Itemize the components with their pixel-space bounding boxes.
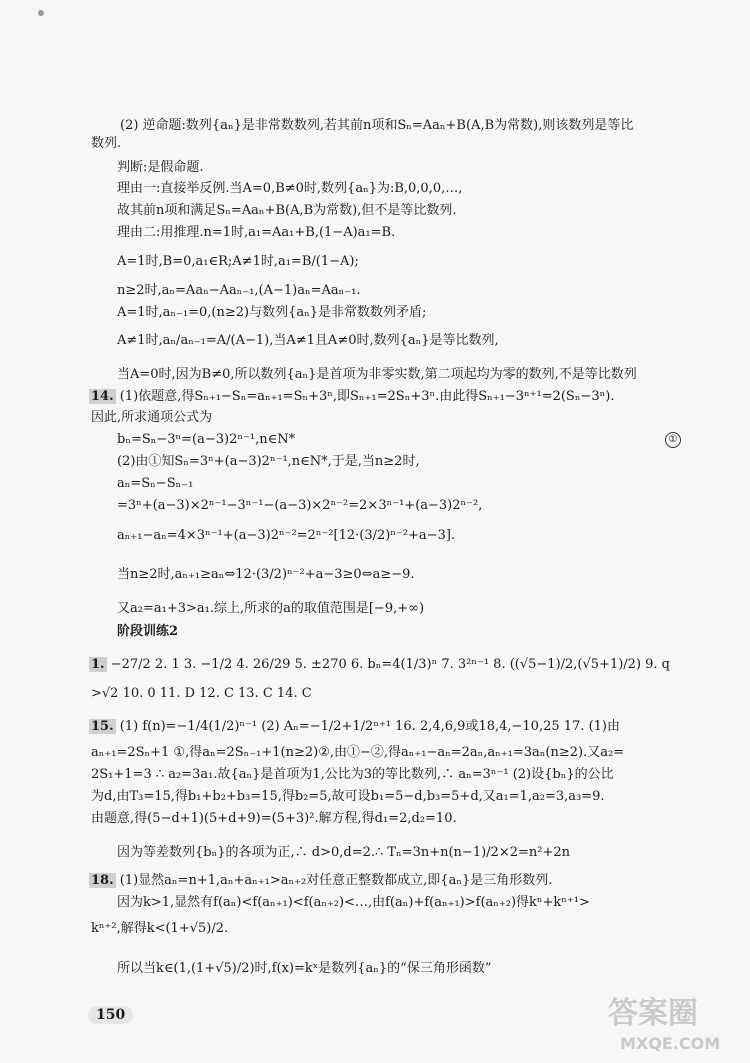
line-text: 因为等差数列{bₙ}的各项为正,∴ d>0,d=2.∴ Tₙ=3n+n(n−1)/2×2=n²+2n xyxy=(117,845,570,860)
text-line xyxy=(117,567,415,583)
text-line xyxy=(117,601,424,617)
text-line xyxy=(91,686,312,702)
text-line xyxy=(117,624,178,640)
line-text: bₙ=Sₙ−3ⁿ=(a−3)2ⁿ⁻¹,n∈N* xyxy=(117,432,296,447)
text-line xyxy=(91,811,457,827)
line-text: (1) f(n)=−1/4(1/2)ⁿ⁻¹ (2) Aₙ=−1/2+1/2ⁿ⁺¹ 16. 2,4,6,9或18,4,−10,25 17. (1)由 xyxy=(119,719,620,734)
line-text: =3ⁿ+(a−3)×2ⁿ⁻¹−3ⁿ⁻¹−(a−3)×2ⁿ⁻²=2×3ⁿ⁻¹+(a−3)2ⁿ⁻², xyxy=(117,498,483,513)
line-text: A=1时,B=0,a₁∈R;A≠1时,a₁=B/(1−A); xyxy=(117,254,359,269)
line-text: −27/2 2. 1 3. −1/2 4. 26/29 5. ±270 6. bₙ=4(1/3)ⁿ 7. 3²ⁿ⁻¹ 8. ((√5−1)/2,(√5+1)/2) 9. q xyxy=(110,657,671,672)
line-text: n≥2时,aₙ=Aaₙ−Aaₙ₋₁,(A−1)aₙ=Aaₙ₋₁. xyxy=(117,283,361,298)
corner-dot xyxy=(38,10,44,16)
text-line xyxy=(117,498,482,514)
text-line xyxy=(117,895,590,911)
line-text: aₙ=Sₙ−Sₙ₋₁ xyxy=(117,476,194,491)
text-line xyxy=(91,745,624,761)
text-line xyxy=(117,367,637,383)
line-text: 当n≥2时,aₙ₊₁≥aₙ⇔12·(3/2)ⁿ⁻²+a−3≥0⇔a≥−9. xyxy=(117,567,415,582)
line-text: 数列. xyxy=(91,136,122,151)
text-line xyxy=(117,225,395,241)
circled-marker: ① xyxy=(665,432,681,448)
line-text: 为d,由T₃=15,得b₁+b₂+b₃=15,得b₂=5,故可设b₁=5−d,b₃=5+d,又a₁=1,a₂=3,a₃=9. xyxy=(91,789,605,804)
line-text: 理由二:用推理.n=1时,a₁=Aa₁+B,(1−A)a₁=B. xyxy=(117,225,396,240)
line-text: aₙ₊₁=2Sₙ+1 ①,得aₙ=2Sₙ₋₁+1(n≥2)②,由①−②,得aₙ₊₁−aₙ=2aₙ,aₙ₊₁=3aₙ(n≥2).又a₂= xyxy=(91,745,625,760)
watermark-line1: 答案圈 xyxy=(608,996,698,1031)
line-text: 因为k>1,显然有f(aₙ)<f(aₙ₊₁)<f(aₙ₊₂)<…,由f(aₙ)+f(aₙ₊₁)>f(aₙ₊₂)得kⁿ+kⁿ⁺¹> xyxy=(117,895,590,910)
question-number: 1. xyxy=(91,657,105,672)
line-text: 当A=0时,因为B≠0,所以数列{aₙ}是首项为非零实数,第二项起均为零的数列,不是等比数列 xyxy=(117,367,637,382)
line-text: 故其前n项和满足Sₙ=Aaₙ+B(A,B为常数),但不是等比数列. xyxy=(117,203,457,218)
line-text: A=1时,aₙ₋₁=0,(n≥2)与数列{aₙ}是非常数数列矛盾; xyxy=(117,305,427,320)
text-line xyxy=(117,203,457,219)
text-line xyxy=(89,389,614,405)
watermark-line2: MXQE.COM xyxy=(620,1034,721,1053)
text-line xyxy=(117,333,499,349)
line-text: 所以当k∈(1,(1+√5)/2)时,f(x)=kˣ是数列{aₙ}的“保三角形函数” xyxy=(117,961,492,976)
text-line xyxy=(91,136,121,152)
text-line xyxy=(117,432,295,448)
watermark-logo xyxy=(590,985,740,1055)
text-line xyxy=(117,283,361,299)
text-line xyxy=(117,845,570,861)
question-number: 15. xyxy=(91,719,114,734)
line-text: kⁿ⁺²,解得k<(1+√5)/2. xyxy=(91,921,229,936)
line-text: 阶段训练2 xyxy=(117,624,179,639)
text-line xyxy=(91,767,614,783)
line-text: (1)依题意,得Sₙ₊₁−Sₙ=aₙ₊₁=Sₙ+3ⁿ,即Sₙ₊₁=2Sₙ+3ⁿ.由此得Sₙ₊₁−3ⁿ⁺¹=2(Sₙ−3ⁿ). xyxy=(119,389,615,404)
text-line xyxy=(91,789,605,805)
page-number: 150 xyxy=(88,1006,133,1024)
text-line xyxy=(117,305,426,321)
text-line xyxy=(117,476,193,492)
question-number: 18. xyxy=(91,873,114,888)
text-line xyxy=(117,181,462,197)
line-text: 因此,所求通项公式为 xyxy=(91,410,213,425)
line-text: (2)由①知Sₙ=3ⁿ+(a−3)2ⁿ⁻¹,n∈N*,于是,当n≥2时, xyxy=(117,454,420,469)
text-line xyxy=(117,961,491,977)
text-line xyxy=(91,410,212,426)
line-text: 又a₂=a₁+3>a₁.综上,所求的a的取值范围是[−9,+∞) xyxy=(117,601,425,616)
line-text: 理由一:直接举反例.当A=0,B≠0时,数列{aₙ}为:B,0,0,0,…, xyxy=(117,181,463,196)
line-text: (2) 逆命题:数列{aₙ}是非常数数列,若其前n项和Sₙ=Aaₙ+B(A,B为常数),则该数列是等比 xyxy=(120,118,634,133)
question-number: 14. xyxy=(91,389,114,404)
text-line xyxy=(89,657,670,673)
line-text: 判断:是假命题. xyxy=(117,160,204,175)
text-line xyxy=(117,254,359,270)
text-line xyxy=(117,160,204,176)
text-line xyxy=(117,454,420,470)
line-text: 由题意,得(5−d+1)(5+d+9)=(5+3)².解方程,得d₁=2,d₂=10. xyxy=(91,811,457,826)
line-text: >√2 10. 0 11. D 12. C 13. C 14. C xyxy=(91,686,312,701)
text-line xyxy=(91,921,228,937)
line-text: 2S₁+1=3 ∴ a₂=3a₁.故{aₙ}是首项为1,公比为3的等比数列,∴ aₙ=3ⁿ⁻¹ (2)设{bₙ}的公比 xyxy=(91,767,614,782)
line-text: aₙ₊₁−aₙ=4×3ⁿ⁻¹+(a−3)2ⁿ⁻²=2ⁿ⁻²[12·(3/2)ⁿ⁻²+a−3]. xyxy=(117,528,456,543)
text-line xyxy=(117,528,455,544)
text-line xyxy=(120,118,633,134)
text-line xyxy=(89,873,552,889)
line-text: A≠1时,aₙ/aₙ₋₁=A/(A−1),当A≠1且A≠0时,数列{aₙ}是等比数列, xyxy=(117,333,499,348)
text-line xyxy=(89,719,620,735)
line-text: (1)显然aₙ=n+1,aₙ+aₙ₊₁>aₙ₊₂对任意正整数都成立,即{aₙ}是三角形数列. xyxy=(119,873,553,888)
